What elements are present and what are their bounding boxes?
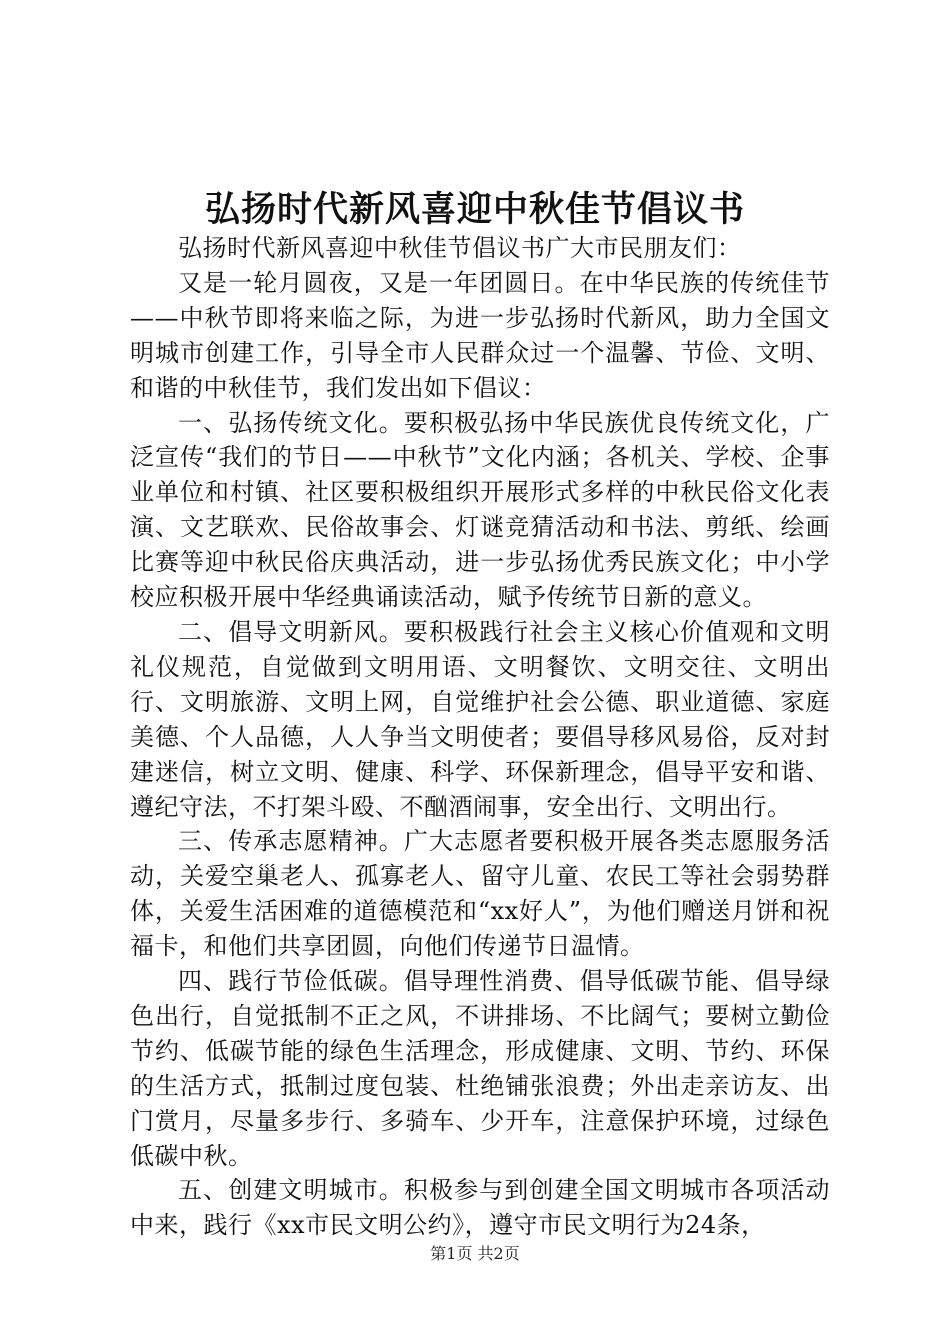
document-body (130, 231, 830, 1243)
paragraph-intro: 又是一轮月圆夜，又是一年团圆日。在中华民族的传统佳节——中秋节即将来临之际，为进一步弘扬时代新风，助力全国文明城市创建工作，引导全市人民群众过一个温馨、节俭、文明、和谐的中秋佳节，我们发出如下倡议： (130, 268, 830, 402)
page-number-footer: 第1页 共2页 (430, 1244, 520, 1263)
paragraph-item-5: 五、创建文明城市。积极参与到创建全国文明城市各项活动中来，践行《xx市民文明公约》，遵守市民文明行为24条， (130, 1176, 830, 1240)
paragraph-item-1: 一、弘扬传统文化。要积极弘扬中华民族优良传统文化，广泛宣传“我们的节日——中秋节”文化内涵；各机关、学校、企事业单位和村镇、社区要积极组织开展形式多样的中秋民俗文化表演、文艺联欢、民俗故事会、灯谜竞猜活动和书法、剪纸、绘画比赛等迎中秋民俗庆典活动，进一步弘扬优秀民族文化；中小学校应积极开展中华经典诵读活动，赋予传统节日新的意义。 (130, 408, 830, 612)
paragraph-salutation: 弘扬时代新风喜迎中秋佳节倡议书广大市民朋友们： (178, 234, 742, 262)
paragraph-item-2: 二、倡导文明新风。要积极践行社会主义核心价值观和文明礼仪规范，自觉做到文明用语、文明餐饮、文明交往、文明出行、文明旅游、文明上网，自觉维护社会公德、职业道德、家庭美德、个人品德，人人争当文明使者；要倡导移风易俗，反对封建迷信，树立文明、健康、科学、环保新理念，倡导平安和谐、遵纪守法，不打架斗殴、不酗酒闹事，安全出行、文明出行。 (130, 617, 830, 821)
paragraph-item-3: 三、传承志愿精神。广大志愿者要积极开展各类志愿服务活动，关爱空巢老人、孤寡老人、留守儿童、农民工等社会弱势群体，关爱生活困难的道德模范和“xx好人”，为他们赠送月饼和祝福卡，和他们共享团圆，向他们传递节日温情。 (130, 827, 830, 961)
document-title: 弘扬时代新风喜迎中秋佳节倡议书 (204, 189, 745, 230)
paragraph-item-4: 四、践行节俭低碳。倡导理性消费、倡导低碳节能、倡导绿色出行，自觉抵制不正之风，不讲排场、不比阔气；要树立勤俭节约、低碳节能的绿色生活理念，形成健康、文明、节约、环保的生活方式，抵制过度包装、杜绝铺张浪费；外出走亲访友、出门赏月，尽量多步行、多骑车、少开车，注意保护环境，过绿色低碳中秋。 (130, 967, 830, 1170)
